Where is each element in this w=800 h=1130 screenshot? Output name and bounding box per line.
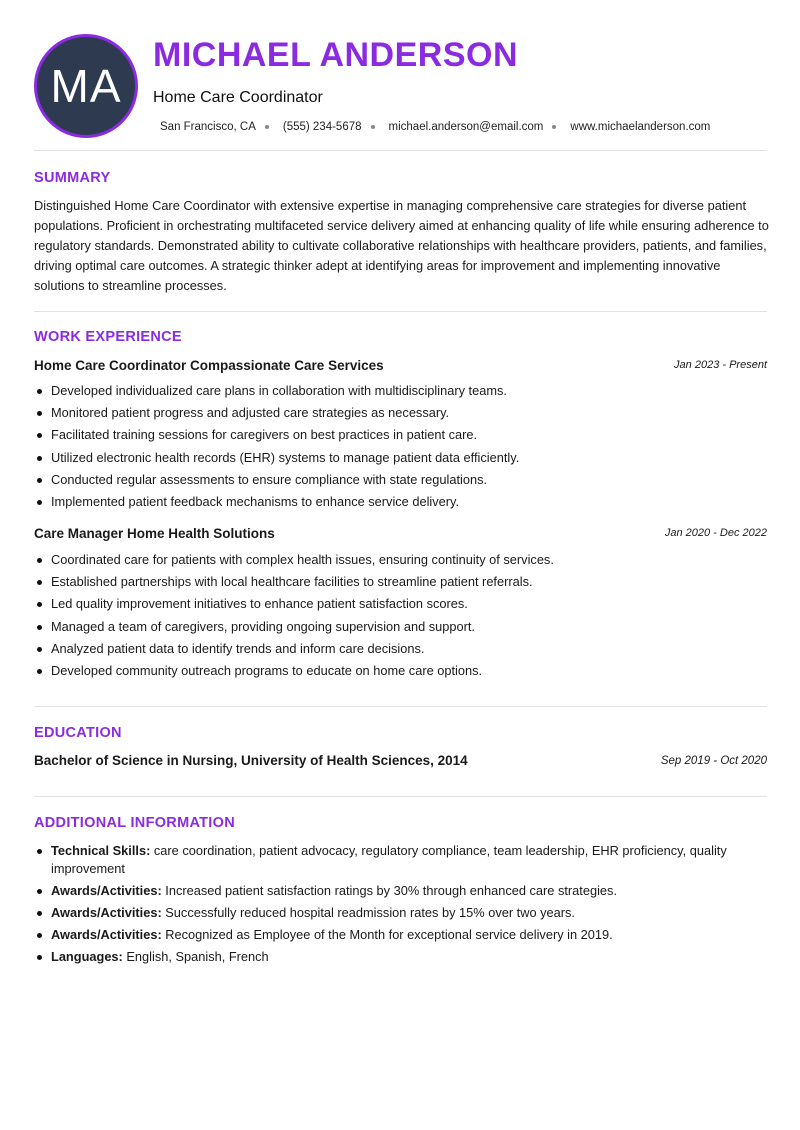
list-item: Managed a team of caregivers, providing ongoing supervision and support.: [34, 619, 767, 635]
section-title-additional: ADDITIONAL INFORMATION: [34, 815, 235, 831]
summary-text: Distinguished Home Care Coordinator with extensive expertise in managing comprehensive care strategies for diverse patient populations. Proficient in orchestrating multifaceted service delivery aimed at enhancing quality of life while ensuring adherence to regulatory standards. Demonstrated ability to cultivate collaborative relationships with healthcare providers, patients, and families, driving optimal care outcomes. A strategic thinker adept at identifying areas for improvement and implementing innovative solutions to streamline processes.: [34, 198, 769, 293]
divider: [34, 150, 767, 151]
avatar-initials: MA: [50, 60, 122, 112]
contact-email[interactable]: michael.anderson@email.com: [388, 121, 544, 133]
education-entry: [34, 753, 767, 771]
job-title: Care Manager Home Health Solutions: [34, 526, 275, 541]
info-label: Awards/Activities:: [51, 927, 162, 942]
education-degree: Bachelor of Science in Nursing, University of Health Sciences, 2014: [34, 753, 468, 768]
section-title-education: EDUCATION: [34, 725, 122, 741]
candidate-name: MICHAEL ANDERSON: [153, 36, 519, 74]
divider: [34, 311, 767, 312]
list-item: [34, 904, 767, 922]
job-bullets: [34, 552, 767, 685]
education-date: Sep 2019 - Oct 2020: [660, 755, 767, 767]
contact-location: San Francisco, CA: [160, 121, 256, 133]
info-text: care coordination, patient advocacy, regulatory compliance, team leadership, EHR proficiency, quality improvement: [51, 843, 727, 876]
info-text: Increased patient satisfaction ratings by 30% through enhanced care strategies.: [161, 883, 617, 898]
job-header: [34, 358, 767, 376]
list-item: Implemented patient feedback mechanisms to enhance service delivery.: [34, 494, 767, 510]
job-title: Home Care Coordinator Compassionate Care Services: [34, 358, 384, 373]
job-header: [34, 526, 767, 544]
list-item: Utilized electronic health records (EHR) systems to manage patient data efficiently.: [34, 450, 767, 466]
list-item: Led quality improvement initiatives to enhance patient satisfaction scores.: [34, 596, 767, 612]
separator-dot-icon: [552, 125, 556, 129]
list-item: Facilitated training sessions for caregivers on best practices in patient care.: [34, 427, 767, 443]
info-label: Technical Skills:: [51, 843, 151, 858]
job-bullets: [34, 383, 767, 516]
divider: [34, 706, 767, 707]
separator-dot-icon: [371, 125, 375, 129]
info-text: Successfully reduced hospital readmission rates by 15% over two years.: [161, 905, 575, 920]
list-item: Analyzed patient data to identify trends and inform care decisions.: [34, 641, 767, 657]
avatar: [34, 34, 138, 138]
contact-phone[interactable]: (555) 234-5678: [282, 121, 362, 133]
list-item: Developed community outreach programs to educate on home care options.: [34, 663, 767, 679]
list-item: [34, 926, 767, 944]
list-item: [34, 882, 767, 900]
divider: [34, 796, 767, 797]
info-label: Awards/Activities:: [51, 883, 162, 898]
list-item: Developed individualized care plans in collaboration with multidisciplinary teams.: [34, 383, 767, 399]
list-item: Conducted regular assessments to ensure compliance with state regulations.: [34, 472, 767, 488]
info-text: Recognized as Employee of the Month for exceptional service delivery in 2019.: [161, 927, 613, 942]
candidate-role: Home Care Coordinator: [153, 89, 323, 106]
section-title-summary: SUMMARY: [34, 170, 111, 186]
list-item: Established partnerships with local healthcare facilities to streamline patient referrals.: [34, 574, 767, 590]
list-item: [34, 842, 767, 878]
separator-dot-icon: [265, 125, 269, 129]
additional-info-list: [34, 842, 767, 970]
info-label: Awards/Activities:: [51, 905, 162, 920]
section-title-experience: WORK EXPERIENCE: [34, 329, 182, 345]
job-date: Jan 2023 - Present: [674, 359, 767, 371]
list-item: Coordinated care for patients with complex health issues, ensuring continuity of services.: [34, 552, 767, 568]
contact-bar: [160, 121, 710, 133]
contact-website[interactable]: www.michaelanderson.com: [570, 121, 711, 133]
job-date: Jan 2020 - Dec 2022: [664, 527, 767, 539]
list-item: Monitored patient progress and adjusted care strategies as necessary.: [34, 405, 767, 421]
list-item: [34, 948, 767, 966]
info-label: Languages:: [51, 949, 123, 964]
info-text: English, Spanish, French: [122, 949, 269, 964]
